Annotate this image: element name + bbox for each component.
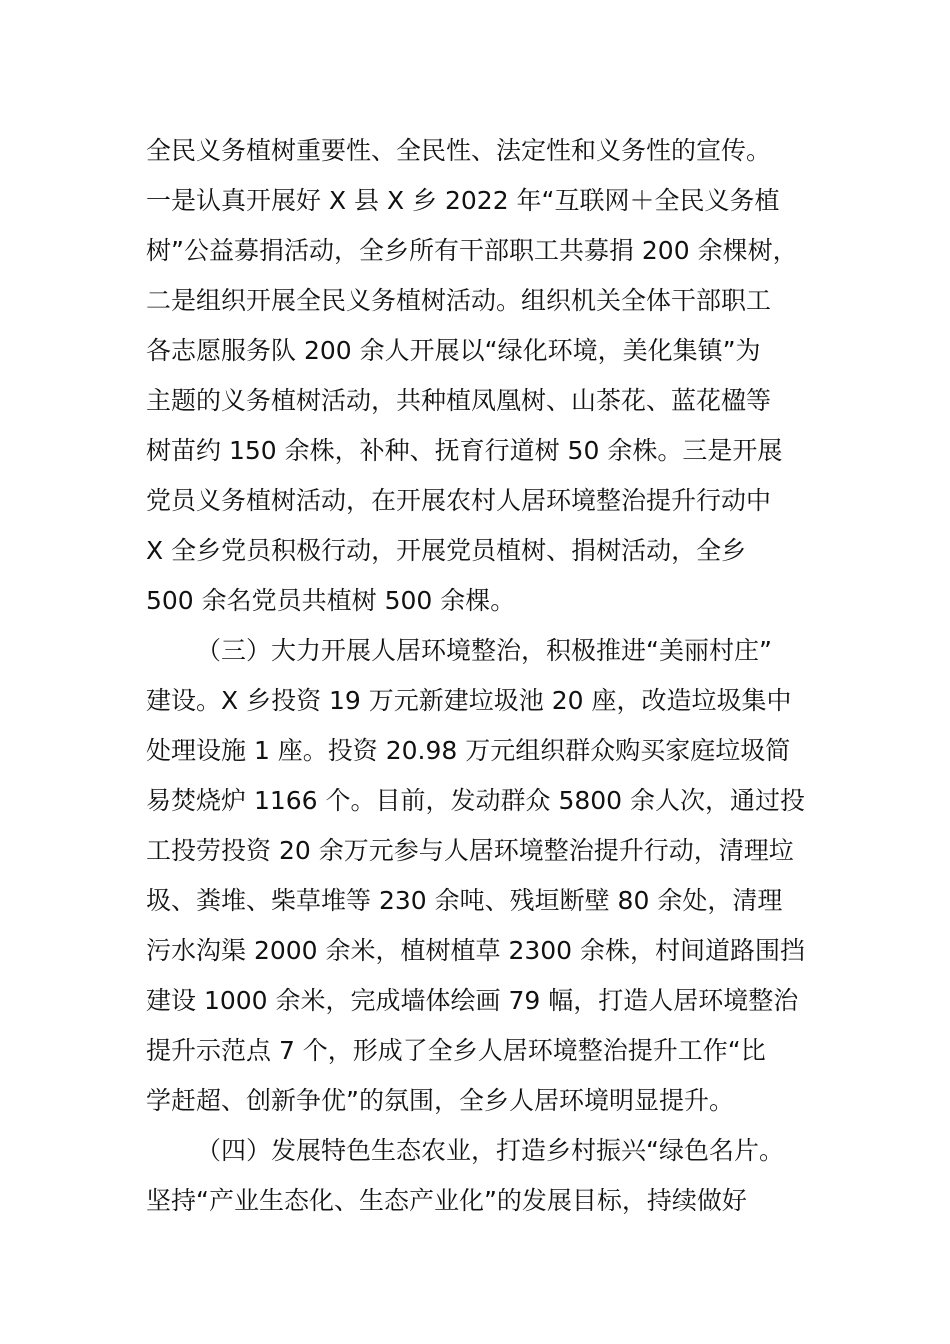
text-line: 二是组织开展全民义务植树活动。组织机关全体干部职工 [146, 286, 772, 315]
section-heading-line: （三）大力开展人居环境整治，积极推进“美丽村庄” [196, 636, 772, 665]
text-line: 主题的义务植树活动，共种植凤凰树、山茶花、蓝花楹等 [146, 386, 772, 415]
text-line: 学赶超、创新争优”的氛围，全乡人居环境明显提升。 [146, 1086, 734, 1115]
text-line: 建设。X 乡投资 19 万元新建垃圾池 20 座，改造垃圾集中 [146, 686, 792, 715]
text-line: 树”公益募捐活动，全乡所有干部职工共募捐 200 余棵树， [146, 236, 798, 265]
text-line: 坚持“产业生态化、生态产业化”的发展目标，持续做好 [146, 1186, 747, 1215]
text-line: X 全乡党员积极行动，开展党员植树、捐树活动，全乡 [146, 536, 747, 565]
text-line: 圾、粪堆、柴草堆等 230 余吨、残垣断壁 80 余处，清理 [146, 886, 783, 915]
text-line: 500 余名党员共植树 500 余棵。 [146, 586, 516, 615]
text-line: 一是认真开展好 X 县 X 乡 2022 年“互联网＋全民义务植 [146, 186, 780, 215]
text-line: 全民义务植树重要性、全民性、法定性和义务性的宣传。 [146, 136, 772, 165]
text-line: 易焚烧炉 1166 个。目前，发动群众 5800 余人次，通过投 [146, 786, 806, 815]
text-line: 处理设施 1 座。投资 20.98 万元组织群众购买家庭垃圾简 [146, 736, 791, 765]
text-line: 树苗约 150 余株，补种、抚育行道树 50 余株。三是开展 [146, 436, 783, 465]
text-line: 污水沟渠 2000 余米，植树植草 2300 余株，村间道路围挡 [146, 936, 806, 965]
text-line: 党员义务植树活动，在开展农村人居环境整治提升行动中 [146, 486, 772, 515]
section-heading-line: （四）发展特色生态农业，打造乡村振兴“绿色名片。 [196, 1136, 784, 1165]
text-line: 各志愿服务队 200 余人开展以“绿化环境，美化集镇”为 [146, 336, 761, 365]
text-line: 工投劳投资 20 余万元参与人居环境整治提升行动，清理垃 [146, 836, 794, 865]
text-line: 提升示范点 7 个，形成了全乡人居环境整治提升工作“比 [146, 1036, 766, 1065]
text-line: 建设 1000 余米，完成墙体绘画 79 幅，打造人居环境整治 [146, 986, 799, 1015]
document-body [146, 126, 806, 1226]
